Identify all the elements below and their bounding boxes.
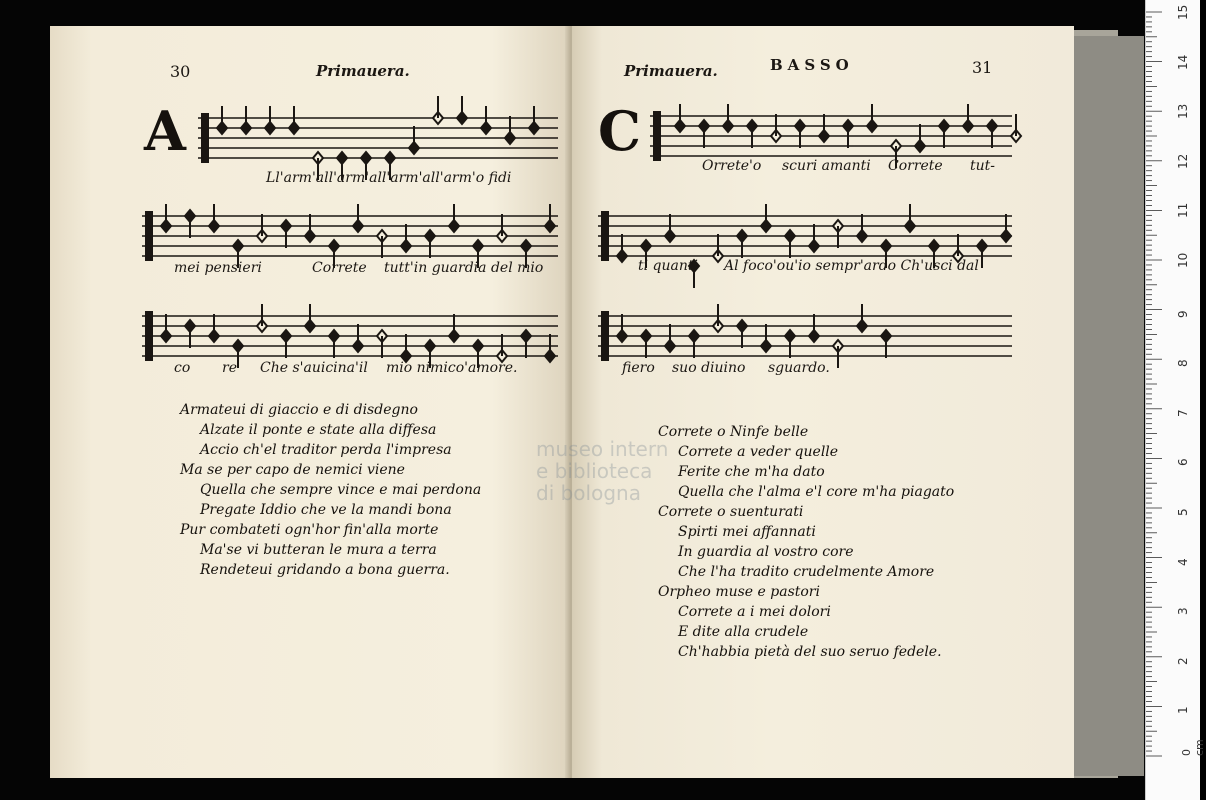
ruler-number: 14 <box>1176 54 1190 70</box>
right-lyric-5: ti quanti <box>638 258 698 274</box>
clef-icon <box>146 212 152 260</box>
poem-line: Ch'habbia pietà del suo seruo fedele. <box>678 644 942 660</box>
right-poem <box>658 422 954 662</box>
ruler-number: 10 <box>1176 252 1190 268</box>
watermark-line: museo intern <box>536 437 669 461</box>
poem-line: Rendeteui gridando a bona guerra. <box>200 562 450 578</box>
left-running-title: Primauera. <box>316 62 410 80</box>
ruler-number: 7 <box>1176 409 1190 417</box>
right-lyric-8: suo diuino <box>672 360 746 376</box>
poem-line: Accio ch'el traditor perda l'impresa <box>200 442 452 458</box>
part-label: BASSO <box>770 56 854 74</box>
poem-line: In guardia al vostro core <box>678 544 854 560</box>
clef-icon <box>146 312 152 360</box>
right-initial-letter: C <box>598 99 641 163</box>
ruler-number: 12 <box>1176 153 1190 169</box>
left-staff-1 <box>198 106 558 170</box>
right-lyric-7: fiero <box>622 360 655 376</box>
measurement-ruler <box>1145 0 1206 800</box>
ruler-number: 2 <box>1176 657 1190 665</box>
clef-icon <box>602 212 608 260</box>
ruler-number: 13 <box>1176 103 1190 120</box>
ruler-number: 15 <box>1176 4 1190 20</box>
left-lyric-2: mei pensieri <box>174 260 262 276</box>
poem-line: Ma se per capo de nemici viene <box>180 462 405 478</box>
poem-line: Ferite che m'ha dato <box>678 464 825 480</box>
poem-line: Alzate il ponte e state alla diffesa <box>200 422 437 438</box>
right-lyric-6: Al foco'ou'io sempr'ardo Ch'usci dal <box>724 258 979 274</box>
left-lyric-3: Correte <box>312 260 367 276</box>
ruler-number: 1 <box>1176 706 1190 715</box>
left-lyric-1: Ll'arm'all'arm'all'arm'all'arm'o fidi <box>266 170 512 186</box>
right-page <box>536 26 1074 778</box>
ruler-number: 6 <box>1176 458 1190 467</box>
left-page <box>50 26 570 778</box>
poem-line: Quella che l'alma e'l core m'ha piagato <box>678 484 955 500</box>
left-lyric-4: tutt'in guardia del mio <box>384 260 544 276</box>
poem-line: Quella che sempre vince e mai perdona <box>200 482 482 498</box>
poem-line: Correte o Ninfe belle <box>658 424 809 440</box>
right-lyric-4: tut- <box>970 158 995 174</box>
right-page-number: 31 <box>972 58 993 77</box>
ruler-ticks <box>1146 0 1201 800</box>
poem-line: Armateui di giaccio e di disdegno <box>180 402 418 418</box>
poem-line: Orpheo muse e pastori <box>658 584 820 600</box>
left-initial-letter: A <box>144 99 186 163</box>
page-block <box>1072 36 1144 776</box>
poem-line: E dite alla crudele <box>678 624 809 640</box>
poem-line: Spirti mei affannati <box>678 524 816 540</box>
library-watermark <box>536 438 668 504</box>
clef-icon <box>602 312 608 360</box>
right-lyric-9: sguardo. <box>768 360 830 376</box>
left-lyric-5: co <box>174 360 191 376</box>
right-running-title: Primauera. <box>624 62 718 80</box>
poem-line: Correte o suenturati <box>658 504 804 520</box>
left-lyric-7: Che s'auicina'il <box>260 360 368 376</box>
right-lyric-2: scuri amanti <box>782 158 871 174</box>
ruler-number: 11 <box>1176 203 1190 219</box>
clef-icon <box>654 112 660 160</box>
watermark-line: di bologna <box>536 481 641 505</box>
watermark-line: e biblioteca <box>536 459 653 483</box>
poem-line: Ma'se vi butteran le mura a terra <box>200 542 437 558</box>
ruler-number: 5 <box>1176 508 1190 516</box>
ruler-number: 4 <box>1176 557 1190 566</box>
poem-line: Correte a i mei dolori <box>678 604 831 620</box>
left-lyric-8: mio nimico'amore. <box>386 360 518 376</box>
ruler-number: 3 <box>1176 607 1190 616</box>
right-lyric-3: Correte <box>888 158 943 174</box>
poem-line: Correte a veder quelle <box>678 444 839 460</box>
clef-icon <box>202 114 208 162</box>
ruler-number: 9 <box>1176 309 1190 318</box>
ruler-number: 8 <box>1176 359 1190 368</box>
right-lyric-1: Orrete'o <box>702 158 762 174</box>
ruler-unit-label: 0 cm <box>1180 739 1206 756</box>
left-page-number: 30 <box>170 62 191 81</box>
left-lyric-6: re <box>222 360 237 376</box>
poem-line: Pregate Iddio che ve la mandi bona <box>200 502 452 518</box>
poem-line: Che l'ha tradito crudelmente Amore <box>678 564 935 580</box>
left-poem <box>180 400 481 580</box>
poem-line: Pur combateti ogn'hor fin'alla morte <box>180 522 439 538</box>
